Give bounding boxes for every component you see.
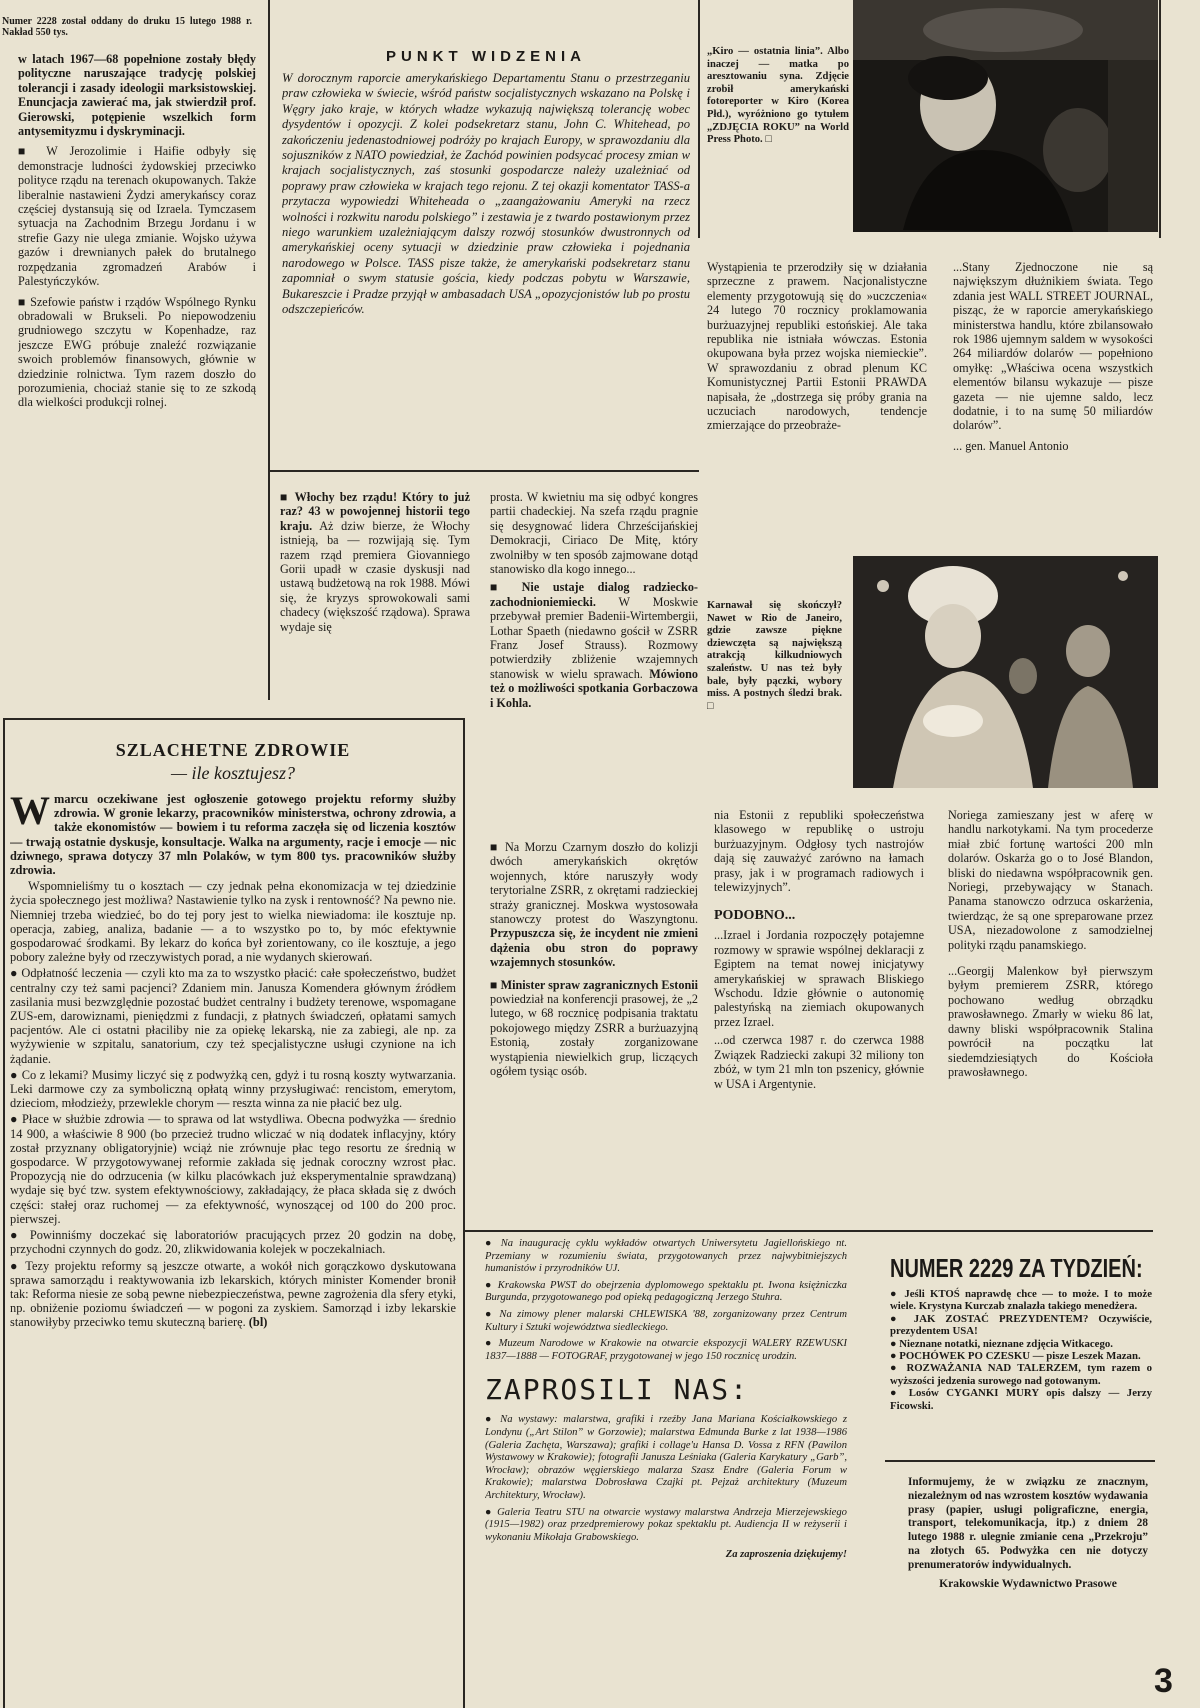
page-number: 3 <box>1154 1662 1173 1700</box>
photo-carnival <box>853 556 1158 788</box>
news-column-1 <box>18 52 256 414</box>
masthead-imprint: Numer 2228 został oddany do druku 15 lutego 1988 r. Nakład 550 tys. <box>2 16 252 38</box>
wlochy-col-b: prosta. W kwietniu ma się odbyć kongres partii chadeckiej. Na szefa rządu pragnie się desygnować lidera Chrześcijańskiej Demokracji, Ciriaco De Mitę, który zwolniłby w ten sposób zajmowane dotąd stanowisko dla kogo innego... ■ Nie ustaje dialog radziecko-zachodnioniemiecki. W Moskwie przebywał premier Badenii-Wirtembergii, Lothar Spaeth (niedawno gościł w ZSRR Franz Josef Strauss). Rozmowy potwierdziły zbliżenie wzajemnych stanowisk w wielu sprawach. Mówiono też o możliwości spotkania Gorbaczowa i Kohla. <box>490 490 698 710</box>
black-sea-item: ■ Na Morzu Czarnym doszło do kolizji dwóch amerykańskich okrętów wojennych, które naruszyły wody terytorialne ZSRR, z okrętami radzieckiej straży granicznej. Moskwa wystosowała stanowczy protest do Waszyngtonu. Przypuszcza się, że incydent nie zmieni dążenia obu stron do poprawy wzajemnych stosunków. ■ Minister spraw zagranicznych Estonii powiedział na konferencji prasowej, że „2 lutego, w 68 rocznicę podpisania traktatu pokojowego między ZSRR a burżuazyjną Estonią, zostały zorganizowane wystąpienia niewielkich grup, liczących ogółem tysiąc osób. <box>490 840 698 1079</box>
zaprosili-nas: ● Na inaugurację cyklu wykładów otwartych Uniwersytetu Jagiellońskiego nt. Przemiany w rozumieniu świata, przygotowanych przez najwybitniejszych humanistów i przyrodników UJ. ● Krakowska PWST do obejrzenia dyplomowego spektaklu pt. Iwona księżniczka Burgunda, przygotowanego pod opieką pedagogiczną Jerzego Stuhra. ● Na zimowy plener malarski CHLEWISKA '88, zorganizowany przez Centrum Kultury i Sztuki województwa siedleckiego. ● Muzeum Narodowe w Krakowie na otwarcie ekspozycji WALERY RZEWUSKI 1837—1888 — FOTOGRAF, przygotowanej w jego 150 rocznicę urodzin. ZAPROSILI NAS: ● Na wystawy: malarstwa, grafiki i rzeźby Jana Mariana Kościałkowskiego z Londynu („Art Stilon” w Gorzowie); malarstwa Edmunda Burke z lat 1938—1986 (Galeria Zachęta, Warszawa); grafiki i collage'u Hansa D. Vossa z RFN (Pawilon Wystawowy w Krakowie); fotografii Janusza Leśniaka (Galeria Karykatury „Garb”, Wrocław); obrazów węgierskiego malarza Szasz Endre (Galeria Forum w Krakowie); malarstwa Dobrosława Czajki pt. Pejzaż architektury (Muzeum Architektury, Wrocław). ● Galeria Teatru STU na otwarcie wystawy malarstwa Andrzeja Mierzejewskiego (1915—1982) oraz przedpremierowy pokaz spektaklu pt. Audiencja II w reżyserii i wykonaniu Mikołaja Grabowskiego. Za zaproszenia dziękujemy! <box>485 1238 847 1561</box>
dropcap: W <box>10 788 50 833</box>
szlachetne-title: SZLACHETNE ZDROWIE <box>115 740 351 760</box>
szlachetne-zdrowie: SZLACHETNE ZDROWIE — ile kosztujesz? Wmarcu oczekiwane jest ogłoszenie gotowego projektu reformy służby zdrowia. W gronie lekarzy, pracowników ministerstwa, ochrony zdrowia, a także ekonomistów — bowiem i tu reforma zaczęła się od liczenia kosztów — trwają ostatnie dyskusje, konsultacje. Walka na argumenty, racje i emocje — nic dziwnego, sprawa dotyczy 37 mln Polaków, w tym 800 tys. pracowników służby zdrowia. Wspomnieliśmy tu o kosztach — czy jednak pełna ekonomizacja w tej dziedzinie życia społecznego jest możliwa? Nastawienie tylko na zysk i rentowność? Na pewno nie. Niemniej trzeba wiedzieć, bo do tej pory jest to wielka niewiadoma: ile kosztuje np. operacja, zabieg, analiza, badanie — a to wszystko po to, by móc efektywnie gospodarować środkami. By lekarz do końca był zorientowany, co ile kosztuje, a jego pobory zależne były od rzeczywistych porad, a nie wydanych skierowań. ● Odpłatność leczenia — czyli kto ma za to wszystko płacić: całe społeczeństwo, budżet centralny czy też sami pacjenci? Zdaniem min. Janusza Komendera głównym źródłem zasilania musi bezwzględnie pozostać budżet centralny i budżety terenowe, wspomagane ZUS-em, darowiznami, pieniędzmi z fundacji, z płatnych świadczeń, opłatami samych pacjentów. Ale ci ostatni płaciliby nie za opiekę lekarską, nie za zabiegi, ale np. za wyżywienie w szpitalu, sanatorium, czy też specjalistyczne usługi czynione na ich żądanie. ● Co z lekami? Musimy liczyć się z podwyżką cen, gdyż i tu rosną koszty wytwarzania. Leki darmowe czy za symboliczną opłatą winny przysługiwać: rencistom, emerytom, dzieciom, młodzieży, przewlekle chorym — reszta winna za nie płacić bez ulg. ● Płace w służbie zdrowia — to sprawa od lat wstydliwa. Obecna podwyżka — średnio 14 900, a właściwie 8 900 (bo przecież trudno wliczać w nią dodatek inflacyjny, który został przyznany obligatoryjnie) wciąż nie zrównuje płac tego resortu ze średnią w gospodarce. W przygotowywanej reformie zakłada się jednak coroczny wzrost płac. Propozycją nie do odrzucenia (w kilku placówkach już eksperymentalnie sprawdzaną) wydaje się być tzw. system efektywnościowy, zakładający, że płaca składa się z dwóch części: stałej oraz ruchomej — za efektywność, wynoszącej od 100 do 200 proc. pierwszej. ● Powinniśmy doczekać się laboratoriów pracujących przez 20 godzin na dobę, przychodni czynnych do godz. 20, zlikwidowania kolejek w poczekalniach. ● Tezy projektu reformy są jeszcze otwarte, a wokół nich gorączkowo dyskutowana sprawa samorządu i reaktywowania izb lekarskich, których minister Komender bronił tak: Reforma niesie ze sobą pewne niebezpieczeństwa, pewne zagrożenia dla sfery etyki, np. obniżenie poziomu świadczeń — w pogoni za zyskiem. Samorząd i izby lekarskie stanowiłyby przeciwko temu skuteczną barierę. (bl) <box>10 740 456 1330</box>
col4-bottom: Noriega zamieszany jest w aferę w handlu narkotykami. Na tym procederze miał zbić fortunę wartości 200 mln dolarów. Oskarża go o to José Blandon, bliski do niedawna współpracownik gen. Noriegi, przebywający w Stanach. Panama stanowczo odrzuca oskarżenia, twierdząc, że są one spreparowane przez USA, niezadowolone z samodzielnej polityki rządu panamskiego. ...Georgij Malenkow był pierwszym byłym premierem ZSRR, którego pochowano według obrządku prawosławnego. Zmarły w wieku 86 lat, dawny bliski współpracownik Stalina powrócił na początku lat siedemdziesiątych do Kościoła prawosławnego. <box>948 808 1153 1079</box>
photo-kiro <box>853 0 1158 232</box>
podobno-heading: PODOBNO... <box>714 908 796 924</box>
numer-2229: NUMER 2229 ZA TYDZIEŃ: ● Jeśli KTOŚ naprawdę chce — to może. I to może wiele. Krystyna Kurczab znalazła takiego menedżera. ● JAK ZOSTAĆ PREZYDENTEM? Oczywiście, prezydentem USA! ● Nieznane notatki, nieznane zdjęcia Witkacego. ● POCHÓWEK PO CZESKU — pisze Leszek Mazan. ● ROZWAŻANIA NAD TALERZEM, tym razem o wyższości jedzenia surowego nad gotowanym. ● Losów CYGANKI MURY opis dalszy — Jerzy Ficowski. <box>890 1255 1152 1412</box>
punkt-widzenia-title: PUNKT WIDZENIA <box>386 48 586 65</box>
numer-title: NUMER 2229 ZA TYDZIEŃ: <box>890 1255 1143 1284</box>
photo-kiro-caption: „Kiro — ostatnia linia”. Albo inaczej — matka po aresztowaniu syna. Zdjęcie zrobił amerykański fotoreporter w Kiro (Korea Płd.), wyróżniono go tytułem „ZDJĘCIA ROKU” na World Press Photo. □ <box>707 46 849 146</box>
zaprosili-title: ZAPROSILI NAS: <box>485 1373 750 1407</box>
ewg-item: ■ Szefowie państw i rządów Wspólnego Rynku obradowali w Brukseli. Po niepowodzeniu grudniowego szczytu w Kopenhadze, raz jeszcze EWG próbuje znaleźć rozwiązanie swoich problemów finansowych, głównie w dziedzinie rolnictwa. Tym razem doszło do porozumienia, chociaż stanie się to ze szkodą dla wielkości produkcji rolnej. <box>18 294 256 410</box>
szlachetne-subtitle: — ile kosztujesz? <box>171 763 295 783</box>
end-square-icon: □ <box>707 700 714 712</box>
karnawal-caption: Karnawał się skończył? Nawet w Rio de Janeiro, gdzie zawsze piękne dziewczęta są największą atrakcją kilkudniowych szaleństw. U nas też były bale, były pączki, wybory miss. A postnych śledzi brak. □ <box>707 600 842 712</box>
punkt-widzenia-text: W dorocznym raporcie amerykańskiego Departamentu Stanu o przestrzeganiu praw człowieka w świecie, wśród państw socjalistycznych wskazano na Polskę i Węgry jako kraje, w których władze wykazują największą tolerancję wobec dysydentów i opozycji. Z kolei podsekretarz stanu, John C. Whitehead, po zakończeniu jedenastodniowej podróży po krajach Europy, w sprawozdaniu dla sojuszników z NATO powiedział, że Zachód powinien podsycać procesy zmian w krajach socjalistycznych, zaś stosunki gospodarcze należy uzależniać od poprawy praw człowieka w krajach tego rejonu. Z tej okazji komentator TASS-a przytacza wypowiedzi Whiteheada o „zaangażowaniu Ameryki na rzecz wolności i rozkwitu narodu polskiego” i zestawia je z twardo postawionym przez niego warunkiem uzależniającym dalszy rozwój stosunków dwustronnych od amerykańskiej oceny sytuacji w dziedzinie praw człowieka i pojednania narodowego w Polsce. TASS pisze także, że amerykański podsekretarz stanu zapomniał o swym statusie gościa, kiedy podczas pobytu w Warszawie, Bukareszcie i Pradze przyjął w ambasadach USA „opozycjonistów lub po prostu odszczepieńców. <box>282 71 690 317</box>
wlochy-col-a: ■ Włochy bez rządu! Który to już raz? 43 w powojennej historii tego kraju. Aż dziw bierze, że Włochy istnieją, ba — rozwijają się. Tym razem rząd premiera Giovanniego Gorii upadł w czasie dyskusji nad ustawą budżetową na rok 1988. Mówi się, że kryzys sprowokowali sami chadecy (większość rządowa). Sprawa wydaje się <box>280 490 470 634</box>
col3-bottom: nia Estonii z republiki społeczeństwa klasowego w republikę o ustroju burżuazyjnym. Odgłosy tych nastrojów dają się zauważyć zarówno na łamach prasy, jak i w programach radiowych i telewizyjnych”. PODOBNO... ...Izrael i Jordania rozpoczęły potajemne rozmowy w sprawie wspólnej deklaracji z Egiptem na temat nowej inicjatywy amerykańskiej w sprawach Bliskiego Wschodu. Idzie głównie o autonomię palestyńską na ziemiach okupowanych przez Izrael. ...od czerwca 1987 r. do czerwca 1988 Związek Radziecki zakupi 32 miliony ton zbóż, w tym 21 mln ton pszenicy, głównie w USA i Argentynie. <box>714 808 924 1091</box>
jerusalem-item: ■ W Jerozolimie i Haifie odbyły się demonstracje ludności żydowskiej przeciwko polityce rządu na terenach okupowanych. Także liberalnie nastawieni Żydzi amerykańscy coraz częściej dystansują się od Izraela. Tymczasem sytuacja na Zachodnim Brzegu Jordanu i w strefie Gazy nie ulega zmianie. Wojsko używa gazów i drewnianych pałek do brutalnego rozpędzania zgromadzeń Arabów i Palestyńczyków. <box>18 144 256 289</box>
estonia-text: Wystąpienia te przerodziły się w działania sprzeczne z prawem. Nacjonalistyczne elementy przygotowują się do »uczczenia« 24 lutego 70 rocznicy proklamowania burżuazyjnej republiki estońskiej. Ale taka republika nie istniała wówczas. Estonia okupowana była przez wojska niemieckie”. W sprawozdaniu z obrad plenum KC Komunistycznej Partii Estonii PRAWDA napisała, że „dostrzega się próby grania na uczuciach narodowych, tendencje zmierzające do przeobraże- <box>707 260 927 433</box>
gierowski-item: w latach 1967—68 popełnione zostały błędy polityczne naruszające tradycję polskiej tolerancji i zasady ideologii marksistowskiej. Enuncjacja zawierać ma, jak stwierdził prof. Gierowski, potępienie wszelkich form antysemityzmu i dyskryminacji. <box>18 52 256 139</box>
price-notice: Informujemy, że w związku ze znacznym, niezależnym od nas wzrostem kosztów wydawania prasy (papier, usługi poligraficzne, energia, transport, telekomunikacja, itp.) z dniem 28 lutego 1988 r. ulegnie zmianie cena „Przekroju” na złotych 65. Podwyżka cen nie dotyczy prenumeratorów indywidualnych. Krakowskie Wydawnictwo Prasowe <box>908 1476 1148 1590</box>
wsj-text: ...Stany Zjednoczone nie są największym dłużnikiem świata. Tego zdania jest WALL STREET JOURNAL, pisząc, że w raporcie amerykańskiego ministerstwa handlu, które zbilansowało rok 1986 ujemnym saldem w wysokości 264 miliardów dolarów — popełniono omyłkę: „Właściwa ocena wszystkich elementów bilansu wykazuje — pisze gazeta — nie ujemne saldo, lecz dodatnie, i to na sumę 50 miliardów dolarów”. ... gen. Manuel Antonio <box>953 260 1153 453</box>
punkt-widzenia <box>282 48 690 318</box>
end-square-icon: □ <box>765 134 772 146</box>
